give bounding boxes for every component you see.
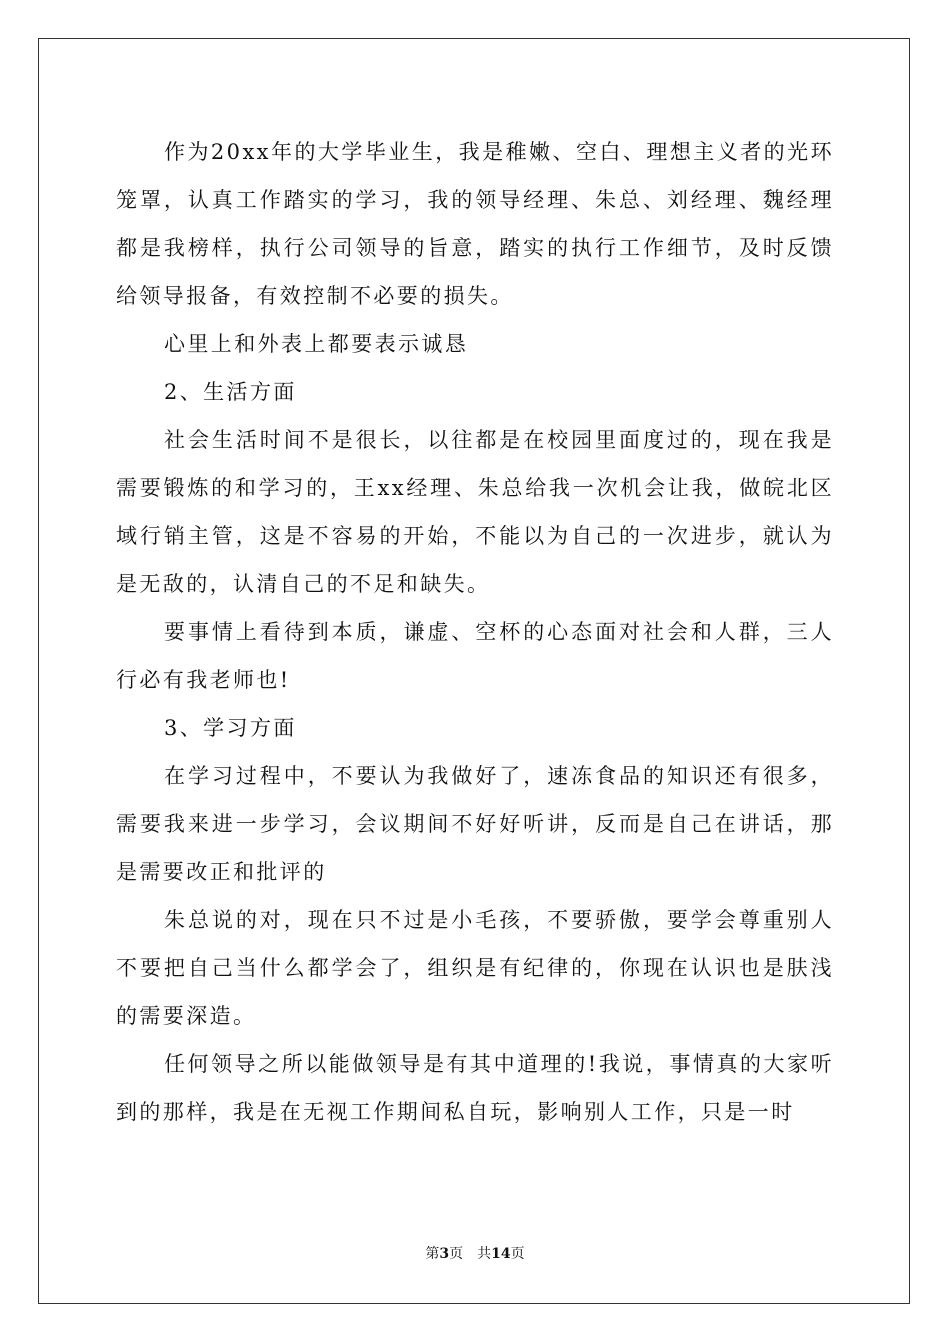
paragraph: 社会生活时间不是很长，以往都是在校园里面度过的，现在我是需要锻炼的和学习的，王xx经理、朱总给我一次机会让我，做皖北区域行销主管，这是不容易的开始，不能以为自己的一次进步，就认为是无敌的，认清自己的不足和缺失。: [116, 428, 834, 596]
paragraph: 作为20xx年的大学毕业生，我是稚嫩、空白、理想主义者的光环笼罩，认真工作踏实的学习，我的领导经理、朱总、刘经理、魏经理都是我榜样，执行公司领导的旨意，踏实的执行工作细节，及时反馈给领导报备，有效控制不必要的损失。: [116, 140, 834, 308]
total-prefix: 共: [477, 1246, 492, 1262]
total-suffix: 页: [510, 1246, 525, 1262]
page-number: 3: [439, 1246, 450, 1262]
section-heading: 3、学习方面: [164, 716, 297, 740]
paragraph: 朱总说的对，现在只不过是小毛孩，不要骄傲，要学会尊重别人不要把自己当什么都学会了，组织是有纪律的，你现在认识也是肤浅的需要深造。: [116, 908, 834, 1028]
section-heading: 2、生活方面: [164, 380, 297, 404]
page-prefix: 第: [425, 1246, 440, 1262]
paragraph: 在学习过程中，不要认为我做好了，速冻食品的知识还有很多，需要我来进一步学习，会议期间不好好听讲，反而是自己在讲话，那是需要改正和批评的: [116, 764, 834, 884]
paragraph: 任何领导之所以能做领导是有其中道理的!我说，事情真的大家听到的那样，我是在无视工作期间私自玩，影响别人工作，只是一时: [116, 1052, 834, 1124]
paragraph: 要事情上看待到本质，谦虚、空杯的心态面对社会和人群，三人行必有我老师也!: [116, 620, 834, 692]
total-pages: 14: [491, 1246, 511, 1262]
page-suffix: 页: [449, 1246, 464, 1262]
document-body: [116, 128, 834, 1136]
page-footer: [0, 1244, 950, 1264]
paragraph: 心里上和外表上都要表示诚恳: [164, 332, 469, 356]
